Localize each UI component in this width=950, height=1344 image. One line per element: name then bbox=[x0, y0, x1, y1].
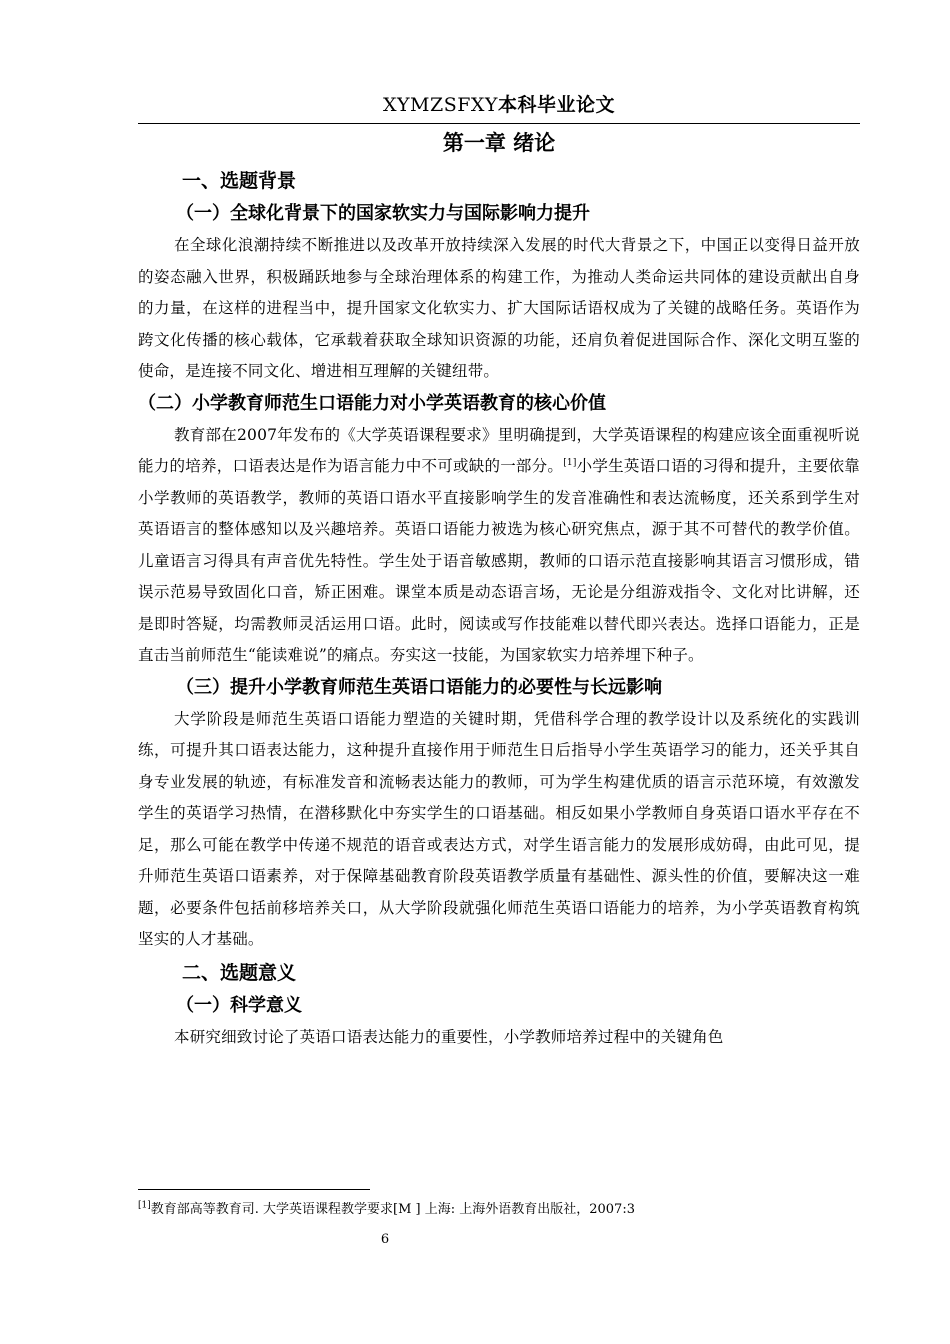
paragraph-globalization: 在全球化浪潮持续不断推进以及改革开放持续深入发展的时代大背景之下，中国正以变得日益开放的姿态融入世界，积极踊跃地参与全球治理体系的构建工作，为推动人类命运共同体的建设贡献出自身的力量，在这样的进程当中，提升国家文化软实力、扩大国际话语权成为了关键的战略任务。英语作为跨文化传播的核心载体，它承载着获取全球知识资源的功能，还肩负着促进国际合作、深化文明互鉴的使命，是连接不同文化、增进相互理解的关键纽带。 bbox=[138, 236, 860, 380]
subsection-heading-necessity: （三）提升小学教育师范生英语口语能力的必要性与长远影响 bbox=[176, 676, 662, 698]
header-divider bbox=[138, 123, 860, 124]
running-header bbox=[138, 90, 860, 117]
paragraph-core-value bbox=[138, 420, 860, 672]
footnote-reference[interactable]: [1] bbox=[563, 457, 577, 468]
paragraph-scientific: 本研究细致讨论了英语口语表达能力的重要性，小学教师培养过程中的关键角色 bbox=[174, 1027, 724, 1046]
chapter-title: 第一章 绪论 bbox=[442, 131, 556, 155]
footnote-text: 教育部高等教育司. 大学英语课程教学要求[M ] 上海: 上海外语教育出版社，2007:3 bbox=[150, 1202, 635, 1217]
subsection-heading-globalization: （一）全球化背景下的国家软实力与国际影响力提升 bbox=[176, 203, 590, 224]
header-title: 本科毕业论文 bbox=[497, 94, 615, 116]
document-body bbox=[138, 128, 860, 1053]
paragraph-necessity: 大学阶段是师范生英语口语能力塑造的关键时期，凭借科学合理的教学设计以及系统化的实践训练，可提升其口语表达能力，这种提升直接作用于师范生日后指导小学生英语学习的能力，还关乎其自身专业发展的轨迹，有标准发音和流畅表达能力的教师，可为学生构建优质的语言示范环境，有效激发学生的英语学习热情，在潜移默化中夯实学生的口语基础。相反如果小学教师自身英语口语水平存在不足，那么可能在教学中传递不规范的语音或表达方式，对学生语言能力的发展形成妨碍，由此可见，提升师范生英语口语素养，对于保障基础教育阶段英语教学质量有基础性、源头性的价值，要解决这一难题，必要条件包括前移培养关口，从大学阶段就强化师范生英语口语能力的培养，为小学英语教育构筑坚实的人才基础。 bbox=[138, 709, 860, 948]
footnote bbox=[138, 1198, 860, 1217]
section-heading-background: 一、选题背景 bbox=[182, 170, 297, 192]
section-heading-significance: 二、选题意义 bbox=[182, 961, 297, 984]
paragraph-core-value-part1: 教育部在2007年发布的《大学英语课程要求》里明确提到，大学英语课程的构建应该全面重视听说能力的培养，口语表达是作为语言能力中不可或缺的一部分。 bbox=[138, 425, 860, 475]
page-number: 6 bbox=[380, 1232, 390, 1247]
header-code: XYMZSFXY bbox=[382, 94, 498, 116]
paragraph-core-value-part2: 小学生英语口语的习得和提升，主要依靠小学教师的英语教学，教师的英语口语水平直接影响学生的发音准确性和表达流畅度，还关系到学生对英语语言的整体感知以及兴趣培养。英语口语能力被选为核心研究焦点，源于其不可替代的教学价值。儿童语言习得具有声音优先特性。学生处于语音敏感期，教师的口语示范直接影响其语言习惯形成，错误示范易导致固化口音，矫正困难。课堂本质是动态语言场，无论是分组游戏指令、文化对比讲解，还是即时答疑，均需教师灵活运用口语。此时，阅读或写作技能难以替代即兴表达。选择口语能力，正是直击当前师范生“能读难说”的痛点。夯实这一技能，为国家软实力培养埋下种子。 bbox=[138, 457, 860, 664]
subsection-heading-scientific: （一）科学意义 bbox=[176, 994, 302, 1016]
footnote-marker: [1] bbox=[138, 1200, 151, 1211]
subsection-heading-core-value: （二）小学教育师范生口语能力对小学英语教育的核心价值 bbox=[138, 392, 606, 414]
footnote-divider bbox=[138, 1189, 370, 1190]
